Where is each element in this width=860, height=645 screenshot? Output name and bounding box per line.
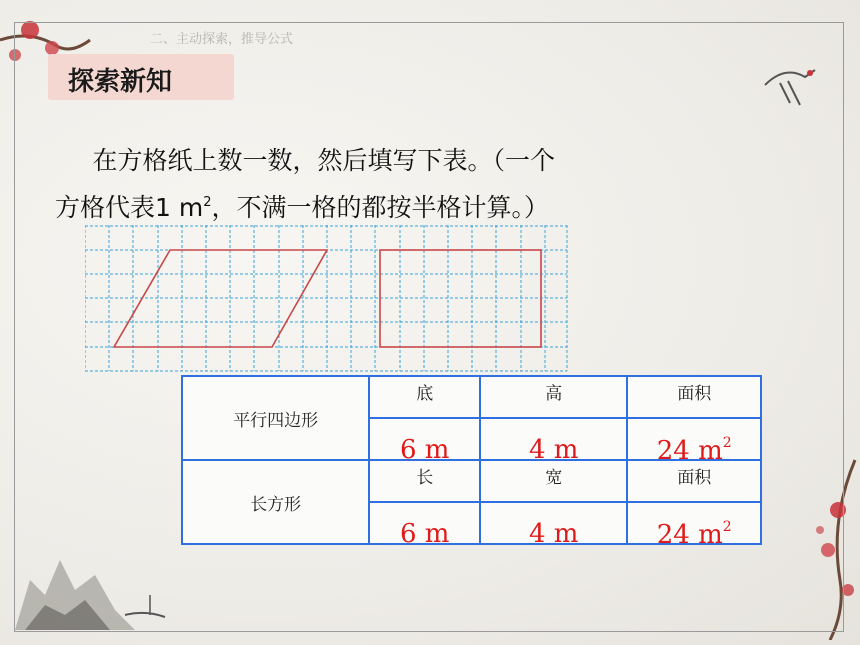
instruction-text xyxy=(55,140,755,229)
section-badge xyxy=(48,54,234,100)
header-cell-length: 长 xyxy=(369,460,480,502)
answer-cell-area: 24 $m^2$ xyxy=(627,502,761,544)
header-cell-area: 面积 xyxy=(627,376,761,418)
table-row xyxy=(182,460,761,502)
answer-cell-base: 6 m xyxy=(369,418,480,460)
answer-cell-height: 4 m xyxy=(480,418,627,460)
area-table xyxy=(181,375,762,550)
header-cell-height: 高 xyxy=(480,376,627,418)
grid-lines xyxy=(85,225,567,371)
instruction-line-1: 在方格纸上数一数，然后填写下表。（一个 xyxy=(92,146,556,175)
section-subtitle: 二、主动探索，推导公式 xyxy=(150,32,294,47)
row-label-rectangle: 长方形 xyxy=(182,460,369,544)
row-label-parallelogram: 平行四边形 xyxy=(182,376,369,460)
header-cell-area: 面积 xyxy=(627,460,761,502)
answer-cell-width: 4 m xyxy=(480,502,627,544)
answer-cell-area: 24 $m^2$ xyxy=(627,418,761,460)
section-badge-label: 探索新知 xyxy=(68,67,173,97)
answer-cell-length: 6 m xyxy=(369,502,480,544)
header-cell-width: 宽 xyxy=(480,460,627,502)
grid-paper-figure xyxy=(85,225,570,375)
table-row xyxy=(182,376,761,418)
header-cell-base: 底 xyxy=(369,376,480,418)
instruction-line-2: 方格代表1 $m^2$，不满一格的都按半格计算。） xyxy=(55,193,550,222)
